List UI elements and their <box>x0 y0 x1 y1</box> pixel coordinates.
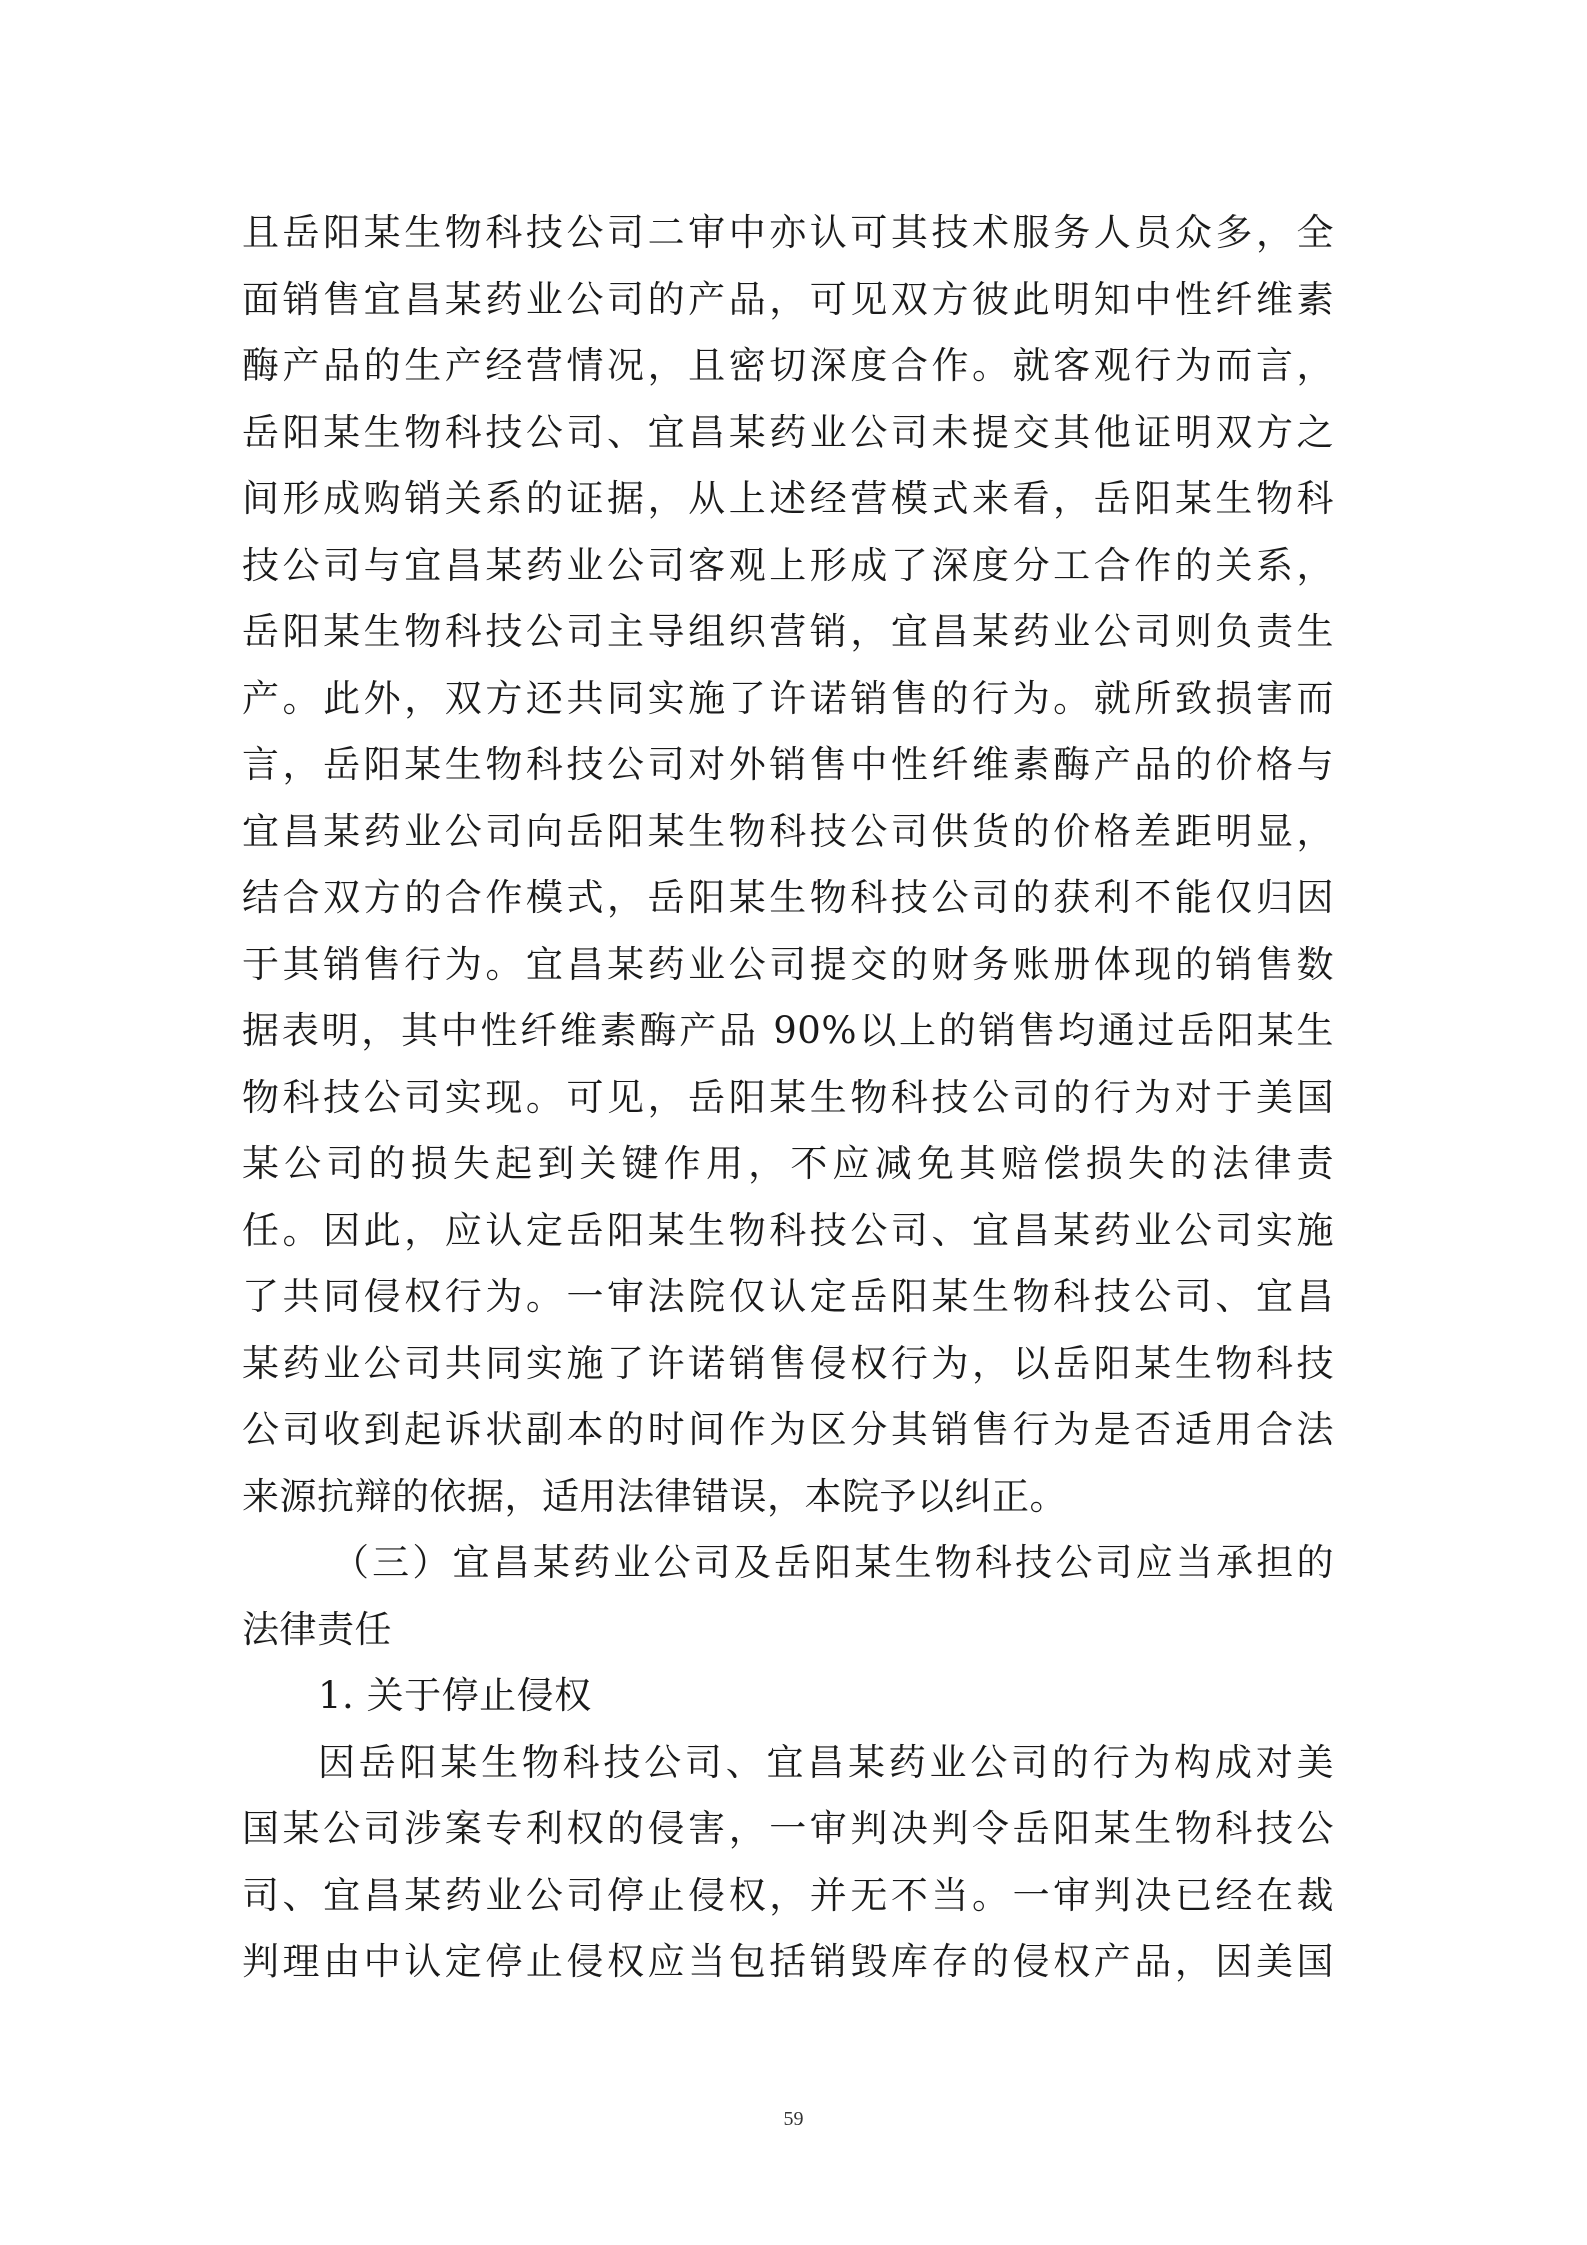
page-number: 59 <box>783 2108 804 2130</box>
text-line: 酶产品的生产经营情况，且密切深度合作。就客观行为而言， <box>242 344 1334 387</box>
text-line: 物科技公司实现。可见，岳阳某生物科技公司的行为对于美国 <box>242 1075 1334 1119</box>
body-text <box>242 200 1334 1996</box>
text-line: 技公司与宜昌某药业公司客观上形成了深度分工合作的关系， <box>242 543 1334 587</box>
text-line: 任。因此，应认定岳阳某生物科技公司、宜昌某药业公司实施 <box>242 1208 1334 1252</box>
text-line: 某药业公司共同实施了许诺销售侵权行为，以岳阳某生物科技 <box>242 1341 1334 1385</box>
text-line: 间形成购销关系的证据，从上述经营模式来看，岳阳某生物科 <box>242 477 1334 520</box>
text-line: 司、宜昌某药业公司停止侵权，并无不当。一审判决已经在裁 <box>242 1873 1334 1917</box>
text-line: 据表明，其中性纤维素酶产品 90%以上的销售均通过岳阳某生 <box>242 1009 1334 1052</box>
text-line: 结合双方的合作模式，岳阳某生物科技公司的获利不能仅归因 <box>242 876 1334 919</box>
text-line: 且岳阳某生物科技公司二审中亦认可其技术服务人员众多，全 <box>242 211 1334 254</box>
section-heading-continued: 法律责任 <box>242 1607 392 1651</box>
text-line: 判理由中认定停止侵权应当包括销毁库存的侵权产品，因美国 <box>242 1940 1334 1983</box>
subsection-heading: 1. 关于停止侵权 <box>318 1674 592 1717</box>
text-line: 来源抗辩的依据，适用法律错误，本院予以纠正。 <box>242 1474 1067 1518</box>
text-line: 于其销售行为。宜昌某药业公司提交的财务账册体现的销售数 <box>242 942 1334 986</box>
text-line: 岳阳某生物科技公司主导组织营销，宜昌某药业公司则负责生 <box>242 610 1334 653</box>
text-line: 面销售宜昌某药业公司的产品，可见双方彼此明知中性纤维素 <box>242 277 1334 321</box>
text-line: 岳阳某生物科技公司、宜昌某药业公司未提交其他证明双方之 <box>242 410 1334 454</box>
text-line: 公司收到起诉状副本的时间作为区分其销售行为是否适用合法 <box>242 1408 1334 1451</box>
text-line: 宜昌某药业公司向岳阳某生物科技公司供货的价格差距明显， <box>242 809 1334 853</box>
text-line: 因岳阳某生物科技公司、宜昌某药业公司的行为构成对美 <box>318 1740 1334 1784</box>
text-line: 言，岳阳某生物科技公司对外销售中性纤维素酶产品的价格与 <box>242 743 1334 786</box>
text-line: 国某公司涉案专利权的侵害，一审判决判令岳阳某生物科技公 <box>242 1807 1334 1850</box>
text-line: 产。此外，双方还共同实施了许诺销售的行为。就所致损害而 <box>242 676 1334 720</box>
section-heading: （三）宜昌某药业公司及岳阳某生物科技公司应当承担的 <box>332 1541 1334 1584</box>
text-line: 某公司的损失起到关键作用，不应减免其赔偿损失的法律责 <box>242 1142 1334 1185</box>
text-line: 了共同侵权行为。一审法院仅认定岳阳某生物科技公司、宜昌 <box>242 1275 1334 1318</box>
